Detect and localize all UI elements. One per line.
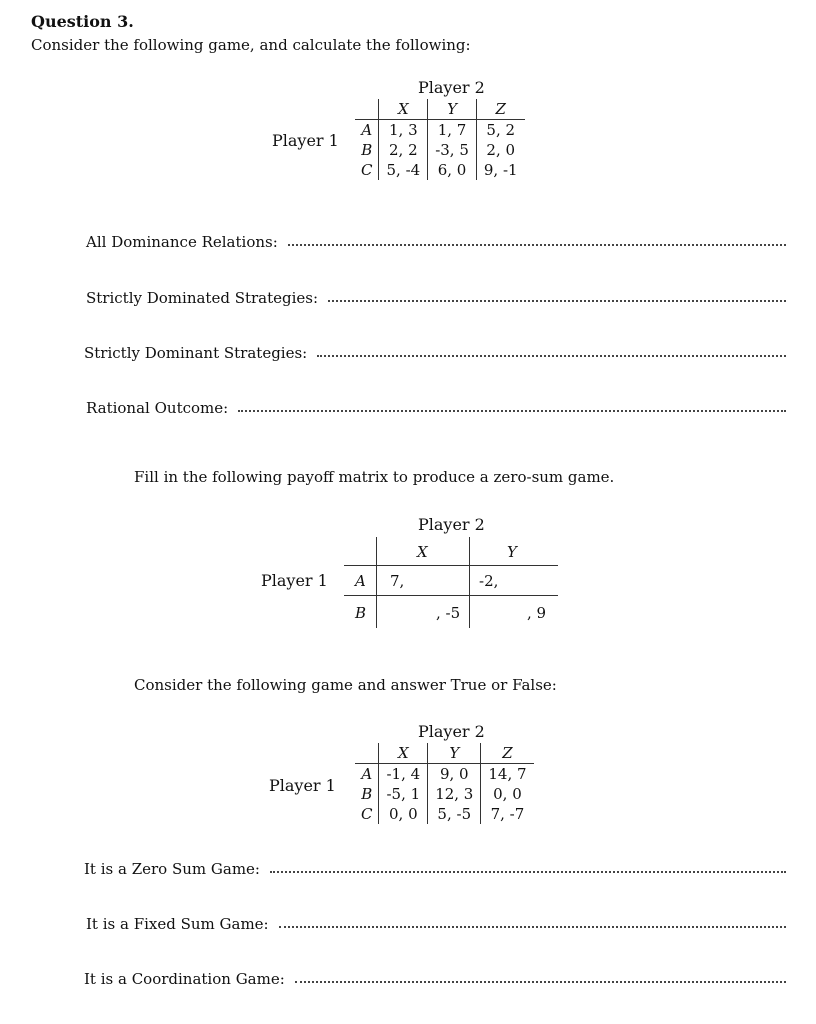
game2-row-c-label: C [355,804,379,824]
answer-label: It is a Coordination Game: [84,970,285,988]
answer-label: It is a Zero Sum Game: [84,860,260,878]
answer-label: Rational Outcome: [86,399,229,417]
zero-sum-cell-a-x[interactable]: 7, [390,572,405,590]
answer-label: Strictly Dominated Strategies: [86,289,319,307]
question-title: Question 3. [31,12,134,31]
game2-cell: 12, 3 [428,784,481,804]
zero-sum-cell-a-y[interactable]: -2, [479,572,499,590]
game1-player1-label: Player 1 [272,131,339,150]
answer-line-strictly-dominated[interactable] [86,285,786,307]
zero-sum-divider [376,537,377,628]
zero-sum-row-b: B [355,604,367,622]
dotted-answer-line [295,981,786,983]
zero-sum-col-x: X [417,543,428,561]
game1-payoff-matrix [355,99,525,180]
zero-sum-instruction: Fill in the following payoff matrix to produce a zero-sum game. [134,468,615,486]
answer-label: Strictly Dominant Strategies: [84,344,308,362]
dotted-answer-line [270,871,786,873]
dotted-answer-line [279,926,786,928]
zero-sum-cell-b-y[interactable]: , 9 [527,604,547,622]
game2-col-x: X [397,744,409,762]
game2-row-b-label: B [355,784,379,804]
game1-cell: 2, 2 [389,141,418,159]
game1-cell: 1, 7 [428,120,477,141]
game1-row-a-label: A [355,120,379,141]
game1-cell: -3, 5 [428,140,477,160]
game2-cell: 5, -5 [428,804,481,824]
zero-sum-row-a: A [355,572,366,590]
zero-sum-cell-b-x[interactable]: , -5 [436,604,461,622]
game2-cell: 0, 0 [389,805,418,823]
game1-cell: 1, 3 [379,120,428,141]
answer-line-strictly-dominant[interactable] [84,340,786,362]
answer-line-zero-sum[interactable] [84,856,786,878]
game1-cell: 5, -4 [386,161,421,179]
game1-cell: 9, -1 [476,160,524,180]
game1-player2-label: Player 2 [418,78,485,97]
game1-col-x: X [397,100,409,118]
game2-row-a-label: A [355,764,379,785]
dotted-answer-line [238,410,786,412]
game1-row-c-label: C [355,160,379,180]
game1-cell: 6, 0 [428,160,477,180]
game1-row-b-label: B [355,140,379,160]
game1-col-z: Z [476,99,524,120]
answer-line-fixed-sum[interactable] [86,911,786,933]
zero-sum-divider [469,537,470,628]
game2-cell: 7, -7 [481,804,534,824]
game2-col-z: Z [481,743,534,764]
dotted-answer-line [317,355,786,357]
zero-sum-player2-label: Player 2 [418,515,485,534]
dotted-answer-line [328,300,786,302]
answer-label: It is a Fixed Sum Game: [86,915,269,933]
dotted-answer-line [288,244,786,246]
game2-cell: -5, 1 [386,785,421,803]
zero-sum-player1-label: Player 1 [261,571,328,590]
game2-cell: 14, 7 [481,764,534,785]
game2-cell: 9, 0 [428,764,481,785]
game1-col-y: Y [428,99,477,120]
answer-line-coordination[interactable] [84,966,786,988]
answer-line-rational-outcome[interactable] [86,395,786,417]
game2-instruction: Consider the following game and answer True or False: [134,676,557,694]
game2-cell: 0, 0 [481,784,534,804]
answer-label: All Dominance Relations: [86,233,278,251]
zero-sum-divider [344,595,558,596]
question-intro: Consider the following game, and calculate the following: [31,36,471,54]
game1-cell: 5, 2 [476,120,524,141]
answer-line-dominance[interactable] [86,229,786,251]
zero-sum-divider [344,565,558,566]
game1-cell: 2, 0 [476,140,524,160]
game2-cell: -1, 4 [379,764,428,785]
game2-payoff-matrix [355,743,534,824]
game2-player2-label: Player 2 [418,722,485,741]
game2-player1-label: Player 1 [269,776,336,795]
game2-col-y: Y [428,743,481,764]
zero-sum-col-y: Y [507,543,517,561]
